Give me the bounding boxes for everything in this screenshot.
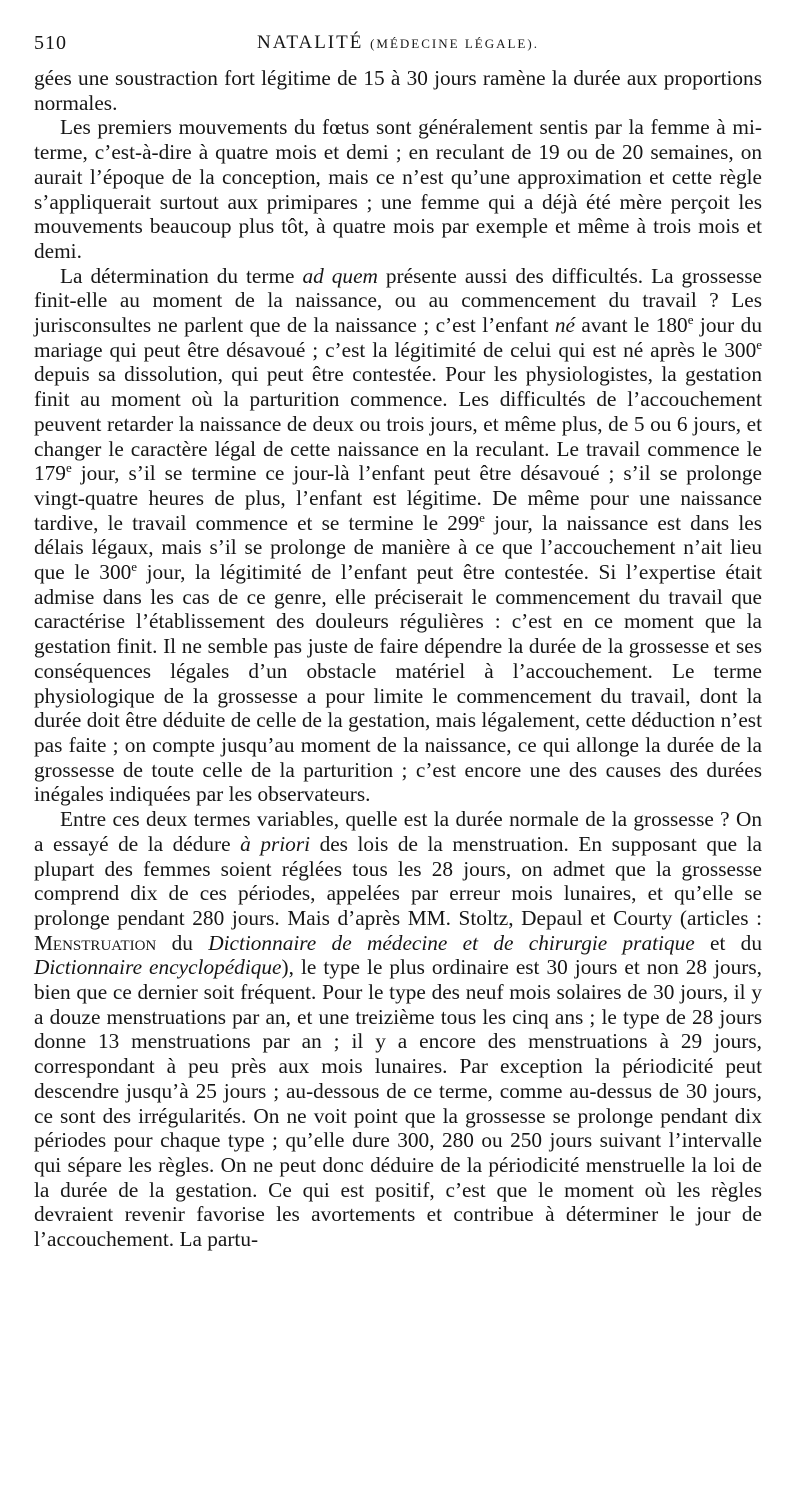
- italic-phrase: à priori: [240, 831, 311, 856]
- text-run: présente aussi des difficultés. La grossesse finit-elle au moment de la naissance, ou au commencement du travail ? Les jurisconsultes ne parlent que de la naissance ; c’est l’enfant: [34, 263, 762, 338]
- page-number: 510: [34, 32, 67, 54]
- paragraph-continuation: gées une soustraction fort légitime de 15 à 30 jours ramène la durée aux proportions normales.: [34, 66, 762, 115]
- text-run: et du: [694, 930, 762, 955]
- text-run: jour, s’il se termine ce jour-là l’enfant peut être désavoué ; s’il se prolonge vingt-quatre heures de plus, l’enfant est légitime. De même pour une naissance tardive, le travail commence et se termine le 299: [34, 461, 762, 535]
- paragraph-terme-ad-quem: [34, 264, 762, 807]
- superscript: e: [65, 460, 72, 476]
- body-text: [34, 66, 762, 1252]
- superscript: e: [756, 336, 762, 352]
- small-caps-word: Menstruation: [34, 930, 157, 955]
- text-run: jour du mariage qui peut être désavoué ; c’est la légitimité de celui qui est né après le 300: [34, 313, 762, 362]
- superscript: e: [131, 558, 138, 574]
- italic-phrase: ad quem: [302, 263, 378, 288]
- text-run: des lois de la menstruation. En supposant que la plupart des femmes soient réglées tous les 28 jours, on admet que la grossesse comprend dix de ces périodes, appelées par erreur mois lunaires, et qu’elle se prolonge pendant 280 jours. Mais d’après MM. Stoltz, Depaul et Courty (articles :: [34, 831, 762, 930]
- text-run: Entre ces deux termes variables, quelle est la durée normale de la grossesse ? On a essayé de la dédure: [34, 807, 762, 856]
- text-run: du: [156, 930, 209, 955]
- running-title-main: NATALITÉ: [257, 32, 364, 53]
- running-title: [34, 32, 762, 54]
- text-run: jour, la naissance est dans les délais légaux, mais s’il se prolonge de manière à ce que l’accouchement n’ait lieu que le 300: [34, 510, 762, 585]
- text-run: La détermination du terme: [60, 263, 303, 288]
- paragraph-fetal-movements: Les premiers mouvements du fœtus sont généralement sentis par la femme à mi-terme, c’est-à-dire à quatre mois et demi ; en reculant de 19 ou de 20 semaines, on aurait l’époque de la conception, mais ce n’est qu’une approximation et cette règle s’appliquerait surtout aux primipares ; une femme qui a déjà été mère perçoit les mouvements beaucoup plus tôt, à quatre mois par exemple et même à trois mois et demi.: [34, 115, 762, 263]
- text-run: depuis sa dissolution, qui peut être contestée. Pour les physiologistes, la gestation finit au moment où la parturition commence. Les difficultés de l’accouchement peuvent retarder la naissance de deux ou trois jours, et même plus, de 5 ou 6 jours, et changer le caractère légal de cette naissance en la reculant. Le travail commence le 179: [34, 362, 762, 486]
- italic-word: né: [554, 313, 575, 338]
- superscript: e: [479, 509, 485, 525]
- text-run: ), le type le plus ordinaire est 30 jours et non 28 jours, bien que ce dernier soit fréquent. Pour le type des neuf mois solaires de 30 jours, il y a douze menstruations par an, et une treizième tous les cinq ans ; le type de 28 jours donne 13 menstruations par an ; il y a encore des menstruations à 29 jours, correspondant à peu près aux mois lunaires. Par exception la périodicité peut descendre jusqu’à 25 jours ; au-dessous de ce terme, comme au-dessus de 30 jours, ce sont des irrégularités. On ne voit point que la grossesse se prolonge pendant dix périodes pour chaque type ; qu’elle dure 300, 280 ou 250 jours suivant l’intervalle qui sépare les règles. On ne peut donc déduire de la périodicité menstruelle la loi de la durée de la gestation. Ce qui est positif, c’est que le moment où les règles devraient revenir favorise les avortements et contribue à déterminer le jour de l’accouchement. La partu-: [34, 955, 762, 1252]
- paragraph-normal-duration: [34, 807, 762, 1252]
- superscript: e: [687, 311, 694, 327]
- italic-title: Dictionnaire de médecine et de chirurgie pratique: [208, 930, 695, 955]
- text-run: avant le 180: [574, 313, 688, 338]
- running-head: [34, 26, 762, 66]
- running-title-subtitle: (MÉDECINE LÉGALE).: [370, 36, 539, 51]
- book-page: [34, 26, 762, 1252]
- text-run: jour, la légitimité de l’enfant peut être contestée. Si l’expertise était admise dans les cas de ce genre, elle préciserait le commencement du travail que caractérise l’établissement des douleurs régulières : c’est en ce moment que la gestation finit. Il ne semble pas juste de faire dépendre la durée de la grossesse et ses conséquences légales d’un obstacle matériel à l’accouchement. Le terme physiologique de la grossesse a pour limite le commencement du travail, dont la durée doit être déduite de celle de la gestation, mais légalement, cette déduction n’est pas faite ; on compte jusqu’au moment de la naissance, ce qui allonge la durée de la grossesse de toute celle de la parturition ; c’est encore une des causes des durées inégales indiquées par les observateurs.: [34, 560, 762, 807]
- italic-title: Dictionnaire encyclopédique: [34, 955, 282, 980]
